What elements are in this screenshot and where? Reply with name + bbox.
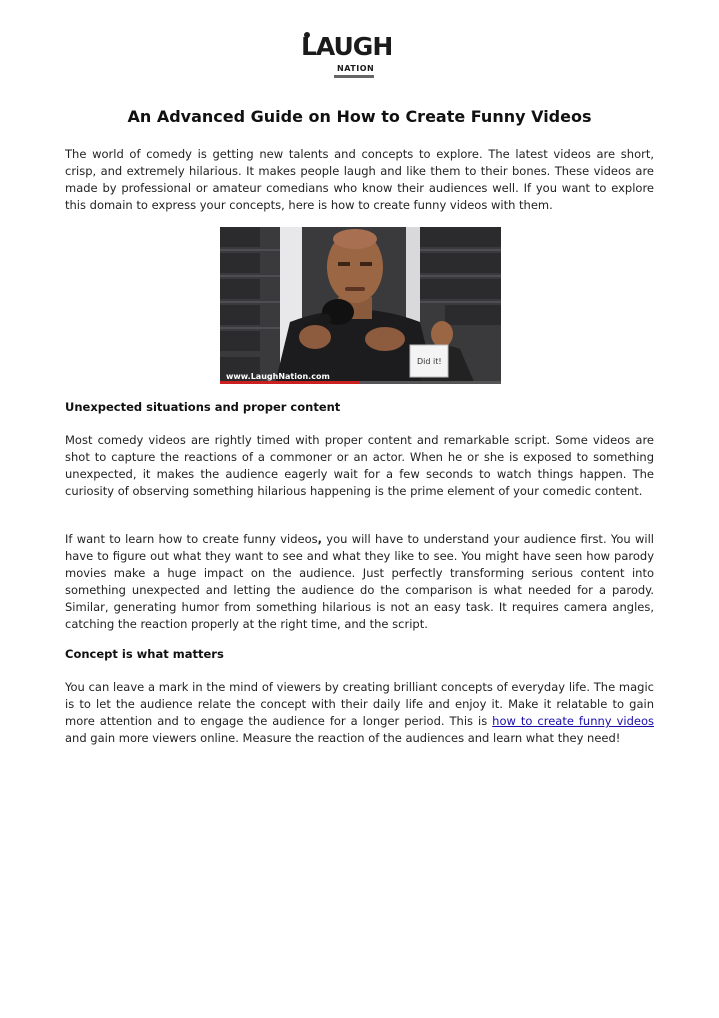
logo-tagline-bar — [334, 75, 374, 78]
section1-paragraph-2 — [65, 531, 654, 633]
section2-p1-part-a: You can leave a mark in the mind of viewers by creating brilliant concepts of everyday life. The magic is to let the audience relate the concept with their daily life and enjoy it. Make it relatable to gain more attention and to engage the audience for a longer period. This is — [65, 680, 654, 728]
video-thumbnail — [220, 227, 501, 384]
laugh-nation-logo — [301, 32, 393, 86]
intro-paragraph: The world of comedy is getting new talents and concepts to explore. The latest videos are short, crisp, and extremely hilarious. It makes people laugh and like them to their bones. These videos are made by professional or amateur comedians who know their audiences well. If you want to explore this domain to express your concepts, here is how to create funny videos with them. — [65, 147, 654, 212]
how-to-create-funny-videos-link[interactable]: how to create funny videos — [492, 714, 654, 728]
section1-paragraph-1: Most comedy videos are rightly timed with proper content and remarkable script. Some videos are shot to capture the reactions of a commoner or an actor. When he or she is exposed to something unexpected, it makes the audience eagerly wait for a few seconds to watch things happen. The curiosity of observing something hilarious happening is the prime element of your comedic content. — [65, 433, 654, 498]
article-title: An Advanced Guide on How to Create Funny Videos — [127, 107, 592, 126]
image-watermark: www.LaughNation.com — [226, 372, 330, 381]
section1-p2-part-b: you will have to understand your audience first. You will have to figure out what they want to see and what they like to see. You might have seen how parody movies make a huge impact on the audience. Just perfectly transforming serious content into something unexpected and letting the audience do the comparison is what needed for a parody. Similar, generating humor from something hilarious is not an easy task. It requires camera angles, catching the reaction properly at the right time, and the script. — [65, 532, 654, 631]
section-heading-unexpected: Unexpected situations and proper content — [65, 400, 341, 414]
section1-p2-part-a: If want to learn how to create funny videos — [65, 532, 318, 546]
logo-sub: NATION — [337, 64, 375, 73]
section1-p2-comma: , — [317, 532, 322, 546]
section2-paragraph-1 — [65, 679, 654, 747]
section2-p1-part-b: and gain more viewers online. Measure the reaction of the audiences and learn what they need! — [65, 731, 621, 745]
sign-text: Did it! — [417, 357, 442, 366]
logo-word: LAUGH — [301, 32, 393, 61]
section-heading-concept: Concept is what matters — [65, 647, 224, 661]
